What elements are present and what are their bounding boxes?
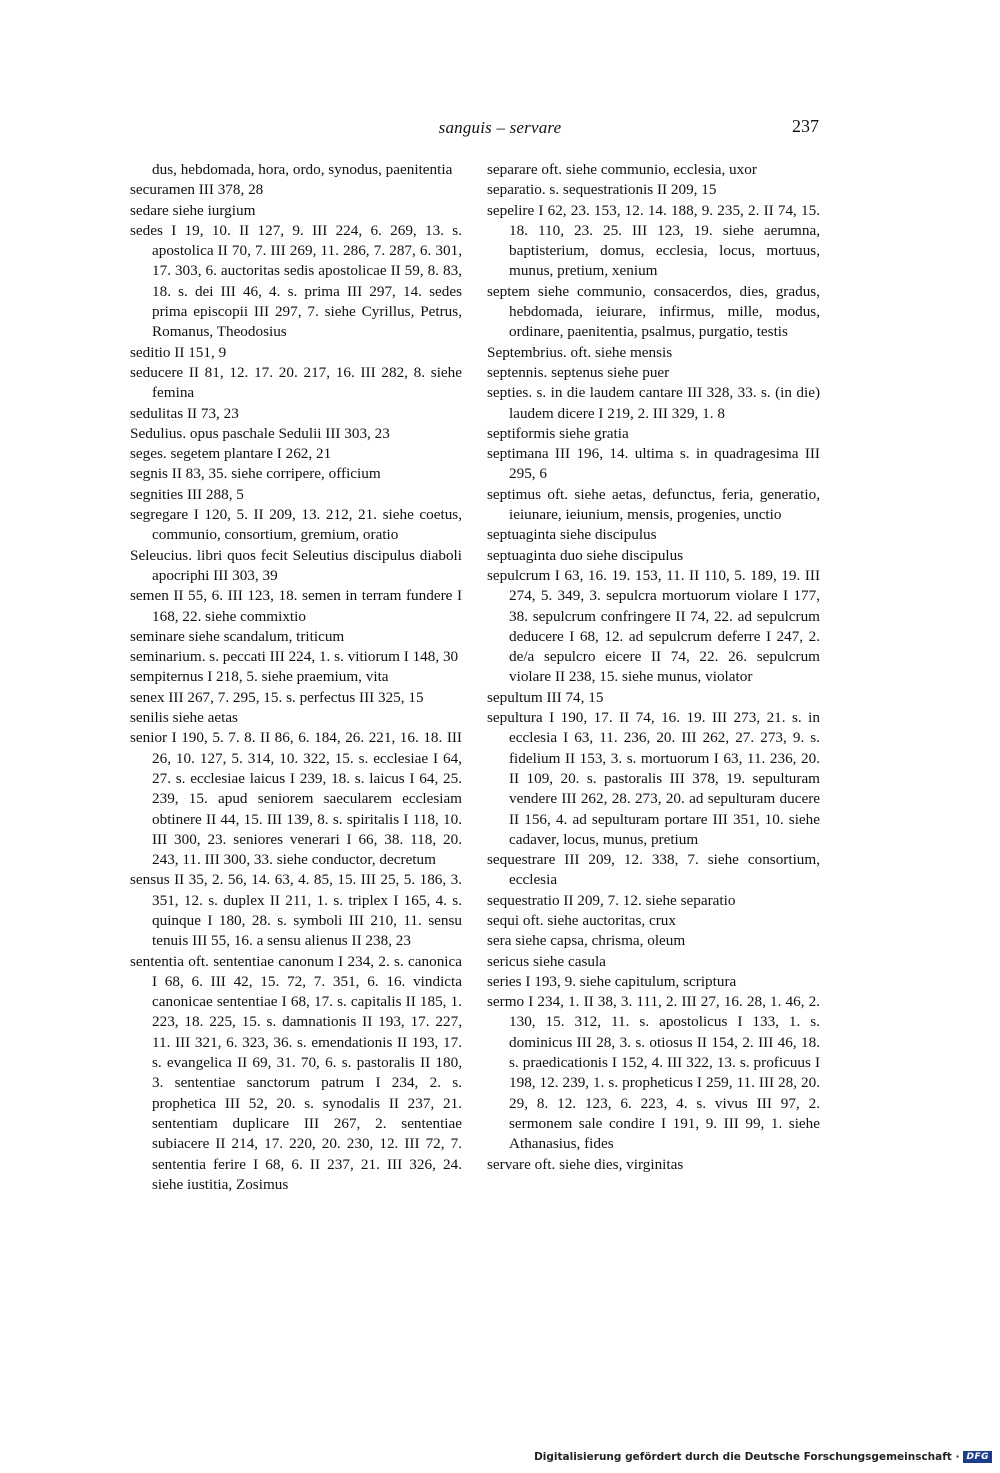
index-entry: semen II 55, 6. III 123, 18. semen in terram fundere I 168, 22. siehe commixtio xyxy=(130,587,462,625)
index-entry: Sedulius. opus paschale Sedulii III 303, 23 xyxy=(130,424,390,442)
index-entry: sermo I 234, 1. II 38, 3. 111, 2. III 27, 16. 28, 1. 46, 2. 130, 15. 312, 11. s. apostolicus I 133, 1. s. dominicus III 28, 3. s. otiosus II 154, 2. III 46, 18. s. praedicationis I 152, 4. III 322, 13. s. proficuus I 198, 12. 239, 1. s. propheticus I 259, 11. III 28, 20. 29, 8. 12. 123, 6. 223, 4. s. vivus III 97, 2. sermonem sale condire I 191, 9. III 99, 1. siehe Athanasius, fides xyxy=(487,993,820,1153)
index-entry: seminarium. s. peccati III 224, 1. s. vitiorum I 148, 30 xyxy=(130,648,459,666)
index-entry: sequi oft. siehe auctoritas, crux xyxy=(487,911,676,929)
index-entry: seditio II 151, 9 xyxy=(130,343,227,361)
index-entry: sepultura I 190, 17. II 74, 16. 19. III 273, 21. s. in ecclesia I 63, 11. 236, 20. III 262, 27. 273, 9. s. fidelium II 153, 3. s. mortuorum I 63, 11. 236, 20. II 109, 20. s. pastoralis III 378, 19. sepulturam vendere III 262, 28. 273, 20. ad sepulturam ducere II 156, 4. ad sepulturam portare III 351, 10. siehe cadaver, locus, munus, pretium xyxy=(487,709,820,848)
index-entry: senior I 190, 5. 7. 8. II 86, 6. 184, 26. 221, 16. 18. III 26, 10. 127, 5. 314, 10. 322, 15. s. ecclesiae I 64, 27. s. ecclesiae laicus I 239, 18. s. laicus I 64, 25. 239, 15. apud seniorem saecularem ecclesiam obtinere II 44, 15. III 139, 8. s. spiritalis I 118, 10. III 300, 23. seniores venerari I 66, 38. 118, 20. 243, 11. III 300, 33. siehe conductor, decretum xyxy=(130,729,462,869)
index-entry: septennis. septenus siehe puer xyxy=(487,363,670,381)
right-column xyxy=(487,160,820,1175)
index-entry: Septembrius. oft. siehe mensis xyxy=(487,343,673,361)
index-entry: sempiternus I 218, 5. siehe praemium, vita xyxy=(130,668,389,686)
dfg-credit-text: Digitalisierung gefördert durch die Deutsche Forschungsgemeinschaft · xyxy=(534,1451,960,1463)
index-entry: sedare siehe iurgium xyxy=(130,201,256,219)
index-entry: segnis II 83, 35. siehe corripere, officium xyxy=(130,465,381,483)
index-entry: sedulitas II 73, 23 xyxy=(130,404,239,422)
running-head xyxy=(0,116,1000,142)
index-entry: sententia oft. sententiae canonum I 234, 2. s. canonica I 68, 6. III 42, 15. 72, 7. 351, 6. 16. vindicta canonicae sententiae I 68, 17. s. capitalis II 185, 1. 223, 18. 225, 15. s. damnationis II 193, 17. 227, 11. III 321, 6. 323, 36. s. emendationis II 193, 17. s. evangelica II 69, 31. 70, 6. s. pastoralis II 180, 3. sententiae sanctorum patrum I 234, 2. s. prophetica III 52, 20. s. synodalis II 237, 21. sententiam duplicare III 267, 2. sententiae subiacere II 214, 17. 220, 20. 230, 12. III 72, 7. sententia ferire I 68, 6. II 237, 21. III 326, 24. siehe iustitia, Zosimus xyxy=(130,952,462,1193)
index-entry: sepultum III 74, 15 xyxy=(487,688,604,706)
index-entry: septuaginta duo siehe discipulus xyxy=(487,546,684,564)
index-entry: separare oft. siehe communio, ecclesia, uxor xyxy=(487,161,757,178)
index-entry: sera siehe capsa, chrisma, oleum xyxy=(487,932,686,950)
index-entry: septem siehe communio, consacerdos, dies, gradus, hebdomada, ieiurare, infirmus, mille, modus, ordinare, paenitentia, psalmus, purgatio, testis xyxy=(487,282,820,341)
index-entry: series I 193, 9. siehe capitulum, scriptura xyxy=(487,972,737,990)
index-entry: sensus II 35, 2. 56, 14. 63, 4. 85, 15. III 25, 5. 186, 3. 351, 12. s. duplex II 211, 1. s. triplex I 165, 4. s. quinque I 180, 28. s. symboli III 210, 11. sensu tenuis III 55, 16. a sensu alienus II 238, 23 xyxy=(130,871,462,950)
index-entry: sequestrare III 209, 12. 338, 7. siehe consortium, ecclesia xyxy=(487,851,820,889)
index-entry: separatio. s. sequestrationis II 209, 15 xyxy=(487,181,717,199)
index-entry: septimana III 196, 14. ultima s. in quadragesima III 295, 6 xyxy=(487,445,820,483)
left-column xyxy=(130,160,462,1195)
index-entry: Seleucius. libri quos fecit Seleutius discipulus diaboli apocriphi III 303, 39 xyxy=(130,546,462,584)
index-entry: sepulcrum I 63, 16. 19. 153, 11. II 110, 5. 189, 19. III 274, 5. 349, 3. sepulcra mortuorum violare I 177, 38. sepulcrum confringere II 74, 22. ad sepulcrum deducere I 68, 12. ad sepulcrum deferre I 247, 2. de/a sepulcro eicere II 74, 22. 26. sepulcrum violare II 238, 15. siehe munus, violator xyxy=(487,566,820,686)
index-entry: segnities III 288, 5 xyxy=(130,485,244,503)
index-entry: servare oft. siehe dies, virginitas xyxy=(487,1155,684,1173)
dfg-credit xyxy=(534,1449,992,1465)
dfg-logo-icon: DFG xyxy=(963,1451,992,1463)
index-entry: seminare siehe scandalum, triticum xyxy=(130,627,345,645)
index-entry: seducere II 81, 12. 17. 20. 217, 16. III 282, 8. siehe femina xyxy=(130,363,462,402)
index-entry: septiformis siehe gratia xyxy=(487,424,629,442)
running-title: sanguis – servare xyxy=(438,118,562,137)
index-entry: dus, hebdomada, hora, ordo, synodus, paenitentia xyxy=(152,161,453,178)
index-entry: segregare I 120, 5. II 209, 13. 212, 21. siehe coetus, communio, consortium, gremium, oratio xyxy=(130,506,462,544)
page-number: 237 xyxy=(792,116,819,136)
index-entry: senilis siehe aetas xyxy=(130,709,238,727)
index-entry: septuaginta siehe discipulus xyxy=(487,526,657,544)
index-entry: sericus siehe casula xyxy=(487,952,606,970)
index-entry: septimus oft. siehe aetas, defunctus, feria, generatio, ieiunare, ieiunium, mensis, progenies, unctio xyxy=(487,485,820,524)
index-entry: securamen III 378, 28 xyxy=(130,181,264,199)
index-entry: senex III 267, 7. 295, 15. s. perfectus III 325, 15 xyxy=(130,688,424,706)
index-entry: sequestratio II 209, 7. 12. siehe separatio xyxy=(487,891,736,909)
index-entry: sepelire I 62, 23. 153, 12. 14. 188, 9. 235, 2. II 74, 15. 18. 110, 23. 25. III 123, 19. siehe aerumna, baptisterium, domus, ecclesia, locus, mortuus, munus, pretium, xenium xyxy=(487,201,820,280)
index-entry: sedes I 19, 10. II 127, 9. III 224, 6. 269, 13. s. apostolica II 70, 7. III 269, 11. 286, 7. 287, 6. 301, 17. 303, 6. auctoritas sedis apostolicae II 59, 8. 83, 18. s. dei III 46, 4. s. prima III 297, 14. sedes prima episcopii III 297, 7. siehe Cyrillus, Petrus, Romanus, Theodosius xyxy=(130,221,462,341)
index-entry: seges. segetem plantare I 262, 21 xyxy=(130,445,332,463)
index-entry: septies. s. in die laudem cantare III 328, 33. s. (in die) laudem dicere I 219, 2. III 329, 1. 8 xyxy=(487,384,820,422)
